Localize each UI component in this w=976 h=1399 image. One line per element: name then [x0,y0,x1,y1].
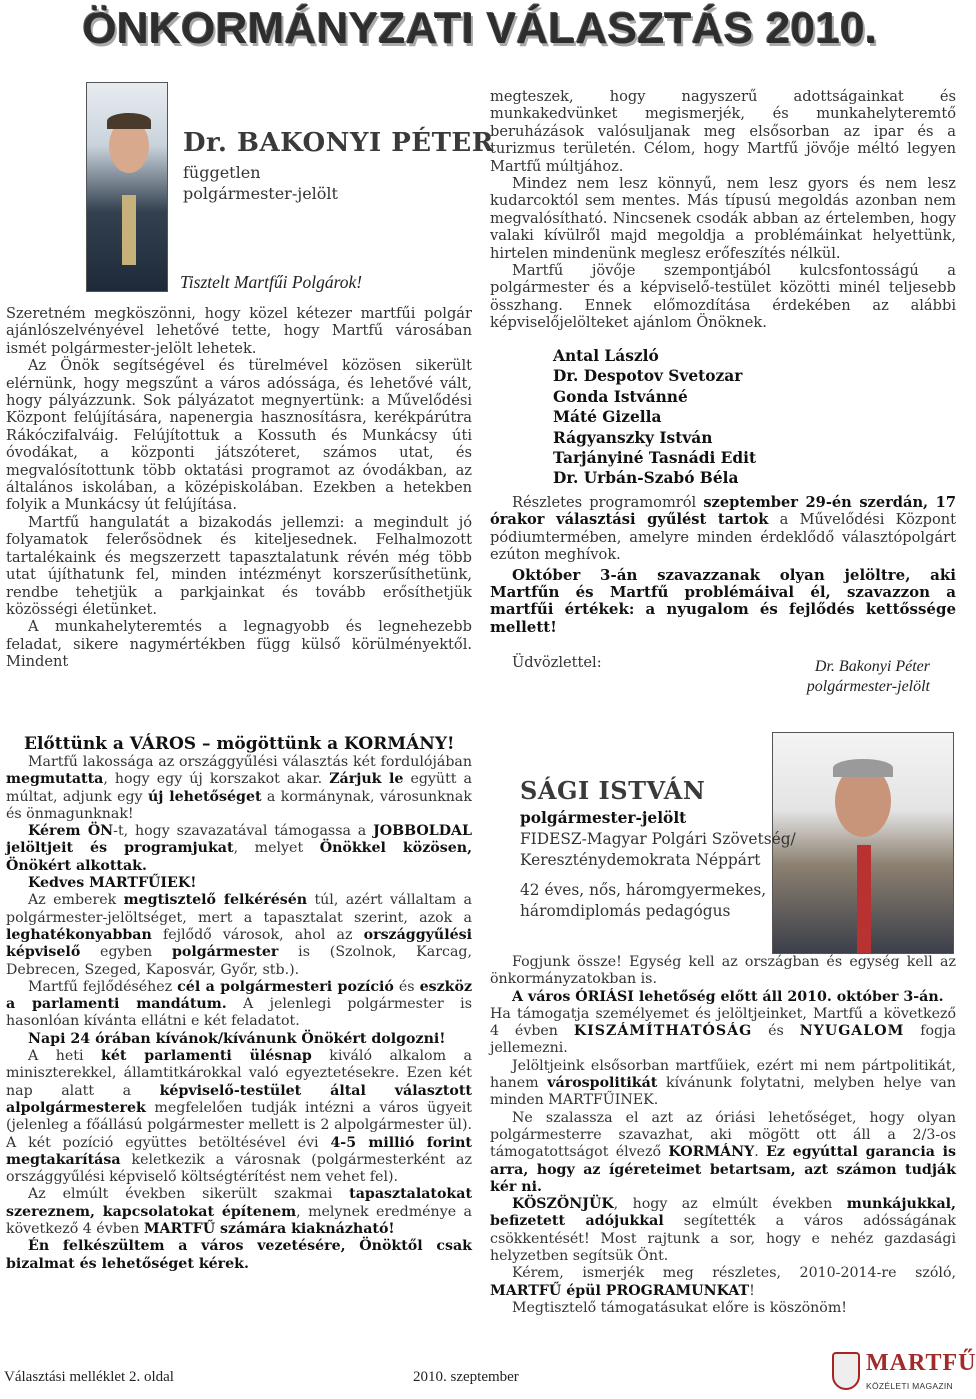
sagi-right-column [490,954,956,1317]
party-line: Kereszténydemokrata Néppárt [520,851,761,869]
candidate-name-2: SÁGI ISTVÁN [520,776,706,805]
section-heading: Előttünk a VÁROS – mögöttünk a KORMÁNY! [24,734,455,754]
council-candidates-list [553,346,756,489]
page-title: ÖNKORMÁNYZATI VÁLASZTÁS 2010. [82,4,878,53]
paragraph: Szeretném megköszönni, hogy közel kétezer martfűi polgár ajánlószelvényével lehetővé tette, hogy Martfű városában ismét polgármester-jelölt lehetek. [6,305,472,357]
greeting: Üdvözlettel: [512,654,602,672]
logo-title: MARTFŰ [866,1350,976,1376]
paragraph: Megtisztelő támogatásukat előre is köszönöm! [512,1299,847,1316]
coat-of-arms-icon [832,1352,860,1390]
paragraph: Martfű jövője szempontjából kulcsfontosságú a polgármester és a képviselő-testület közötti minél teljesebb összhang. Ennek előmozdítása érdekében az alábbi képviselőjelölteket ajánlom Önöknek. [490,262,956,332]
footer-date: 2010. szeptember [413,1369,519,1385]
candidate-item: Antal László [553,347,659,365]
paragraph: Martfű hangulatát a bizakodás jellemzi: a megindult jó folyamatok felerősödnek és kiteljesednek. Felhalmozott tartalékaink és megszerzett tapasztalatunk révén még több utat újíthatunk fel, minden intézményt korszerűsíthetünk, rendbe tehetjük a parkjainkat és tovább erősíthetjük közösségi életünket. [6,513,472,618]
candidate-photo-bakonyi [86,82,168,292]
paragraph: Az emberek megtisztelő felkérésén túl, azért vállaltam a polgármester-jelöltséget, mert a tapasztalat szerint, azok a leghatékonyabban fejlődő városok, ahol az országgyűlési képviselő egyben polgármester is (Szolnok, Karcag, Debrecen, Szeged, Kaposvár, Győr, stb.). [6,892,472,978]
letter-right-column-end [490,494,956,672]
paragraph: A város ÓRIÁSI lehetőség előtt áll 2010. október 3-án. [512,988,944,1005]
paragraph: Én felkészültem a város vezetésére, Önöktől csak bizalmat és lehetőséget kérek. [6,1238,472,1272]
sagi-left-column [6,734,472,1273]
candidate-item: Tarjányiné Tasnádi Edit [553,449,757,468]
signature: Dr. Bakonyi Péter polgármester-jelölt [806,658,930,695]
paragraph: KÖSZÖNJÜK, hogy az elmúlt években munkájukkal, befizetett adójukkal segítették a város adósságának csökkentését! Most rajtunk a sor, hogy e nehéz gazdasági helyzetben segítsük Önt. [490,1196,956,1265]
salutation: Tisztelt Martfűi Polgárok! [180,272,363,292]
paragraph: Részletes programomról szeptember 29-én szerdán, 17 órakor választási gyűlést tartok a Művelődési Központ pódiumtermében, amelyre minden érdeklődő választópolgárt ezúton meghívok. [490,494,957,564]
logo-subtitle: KÖZÉLETI MAGAZIN [866,1381,953,1391]
candidate-description: háromdiplomás pedagógus [520,902,731,920]
paragraph: Martfű lakossága az országgyűlési választás két fordulójában megmutatta, hogy egy új korszakot akar. Zárjuk le együtt a múltat, adjunk egy új lehetőséget a kormánynak, városunknak és önmagunknak! [6,754,472,822]
letter-left-column [6,305,472,671]
candidate-role: polgármester-jelölt [183,184,338,203]
candidate-status: független [183,163,261,182]
party-line: FIDESZ-Magyar Polgári Szövetség/ [520,830,796,848]
martfu-magazine-logo [832,1346,976,1396]
candidate-role: polgármester-jelölt [520,809,687,827]
paragraph: Az Önök segítségével és türelmével közösen sikerült elérnünk, hogy megszűnt a város adóssága, és lehetővé vált, hogy pályázzunk. Sok pályázatot megnyertünk: a Művelődési Központ felújítására, napenergia hasznosításra, kerékpárútra Rákóczifalváig. Felújítottuk a Kossuth és Munkácsy úti óvodákat, a központi játszóteret, számos utat, és megvalósítottunk több oktatási programot az óvodákban, az általános iskolában, a középiskolában. Ezekben a hetekben folyik a Munkácsy út felújítása. [6,357,472,514]
paragraph: Az elmúlt években sikerült szakmai tapasztalatokat szereznem, kapcsolatokat építenem, melynek eredménye a következő 4 évben MARTFŰ számára kiaknázható! [6,1186,472,1238]
paragraph: Fogjunk össze! Egység kell az országban és egység kell az önkormányzatokban is. [490,954,956,988]
paragraph: Ne szalassza el azt az óriási lehetőséget, hogy olyan polgármesterre szavazhat, aki mögött ott áll a 2/3-os támogatottságot élvező KORMÁNY. Ez egyúttal garancia is arra, hogy az ígéreteimet betartsam, azt számon tudják kér ni. [490,1109,956,1195]
paragraph: Napi 24 órában kívánok/kívánunk Önökért dolgozni! [28,1030,446,1047]
letter-right-column [490,88,956,332]
paragraph: Kedves MARTFŰIEK! [28,875,197,892]
candidate-name: Dr. BAKONYI PÉTER [183,128,494,158]
candidate-item: Rágyanszky István [553,428,713,447]
paragraph: Martfű fejlődéséhez cél a polgármesteri pozíció és eszköz a parlamenti mandátum. A jelenlegi polgármester is hasonlóan kívánta ellátni e két feladatot. [6,978,473,1030]
candidate-item: Dr. Urbán-Szabó Béla [553,469,739,488]
candidate-photo-sagi [772,732,954,954]
paragraph: Ha támogatja személyemet és jelöltjeinket, Martfű a következő 4 évben KISZÁMÍTHATÓSÁG és NYUGALOM fogja jellemezni. [490,1005,956,1057]
candidate-item: Dr. Despotov Svetozar [553,367,743,386]
candidate-item: Máté Gizella [553,408,662,427]
paragraph: Kérem, ismerjék meg részletes, 2010-2014-re szóló, MARTFŰ épül PROGRAMUNKAT! [490,1265,956,1299]
paragraph: Mindez nem lesz könnyű, nem lesz gyors és nem lesz kudarcoktól sem mentes. Más típusú megoldás azonban nem megvalósítható. Nincsenek csodák abban az értelemben, hogy valaki kívülről majd megoldja a problémáinkat helyettünk, hirtelen mindenünk meglesz erőfeszítés nélkül. [490,175,956,262]
paragraph: A munkahelyteremtés a legnagyobb és legnehezebb feladat, sikere nagymértékben függ külső körülményektől. Mindent [6,618,472,671]
candidate-description: 42 éves, nős, háromgyermekes, [520,881,767,899]
footer-page-label: Választási melléklet 2. oldal [4,1369,174,1385]
paragraph: Jelöltjeink elsősorban martfűiek, ezért mi nem pártpolitikát, hanem várospolitikát kívánunk folytatni, melyben helye van minden MARTFŰINEK. [490,1057,957,1109]
candidate-item: Gonda Istvánné [553,387,688,406]
paragraph: Október 3-án szavazzanak olyan jelöltre, aki Martfűn és Martfű problémáival él, szavazzon a martfűi értékek: a nyugalom és fejlődés kettőssége mellett! [490,565,956,636]
candidate-subtitle [183,162,338,204]
paragraph: A heti két parlamenti ülésnap kiváló alkalom a miniszterekkel, államtitkárokkal való egyeztetésekre. Ezen két nap alatt a képviselő-testület által választott alpolgármesterek megfelelően tudják intézni a város ügyeit (jelenleg a főállású polgármester mellett is 2 alpolgármester ül). A két pozíció együttes betöltésével évi 4-5 millió forint megtakarítása keletkezik a városnak (polgármesterként az országgyűlési képviselő költségtérítést nem vehet fel). [6,1048,472,1186]
paragraph: megteszek, hogy nagyszerű adottságainkat és munkakedvünket megismerjék, és munkahelyteremtő beruházások valósuljanak meg elsősorban az ipar és a turizmus területén. Célom, hogy Martfű jövője méltó legyen Martfű múltjához. [490,88,956,175]
candidate-2-details [520,808,796,922]
paragraph: Kérem ÖN-t, hogy szavazatával támogassa a JOBBOLDAL jelöltjeit és programjukat, melyet Önökkel közösen, Önökért alkottak. [6,823,473,874]
